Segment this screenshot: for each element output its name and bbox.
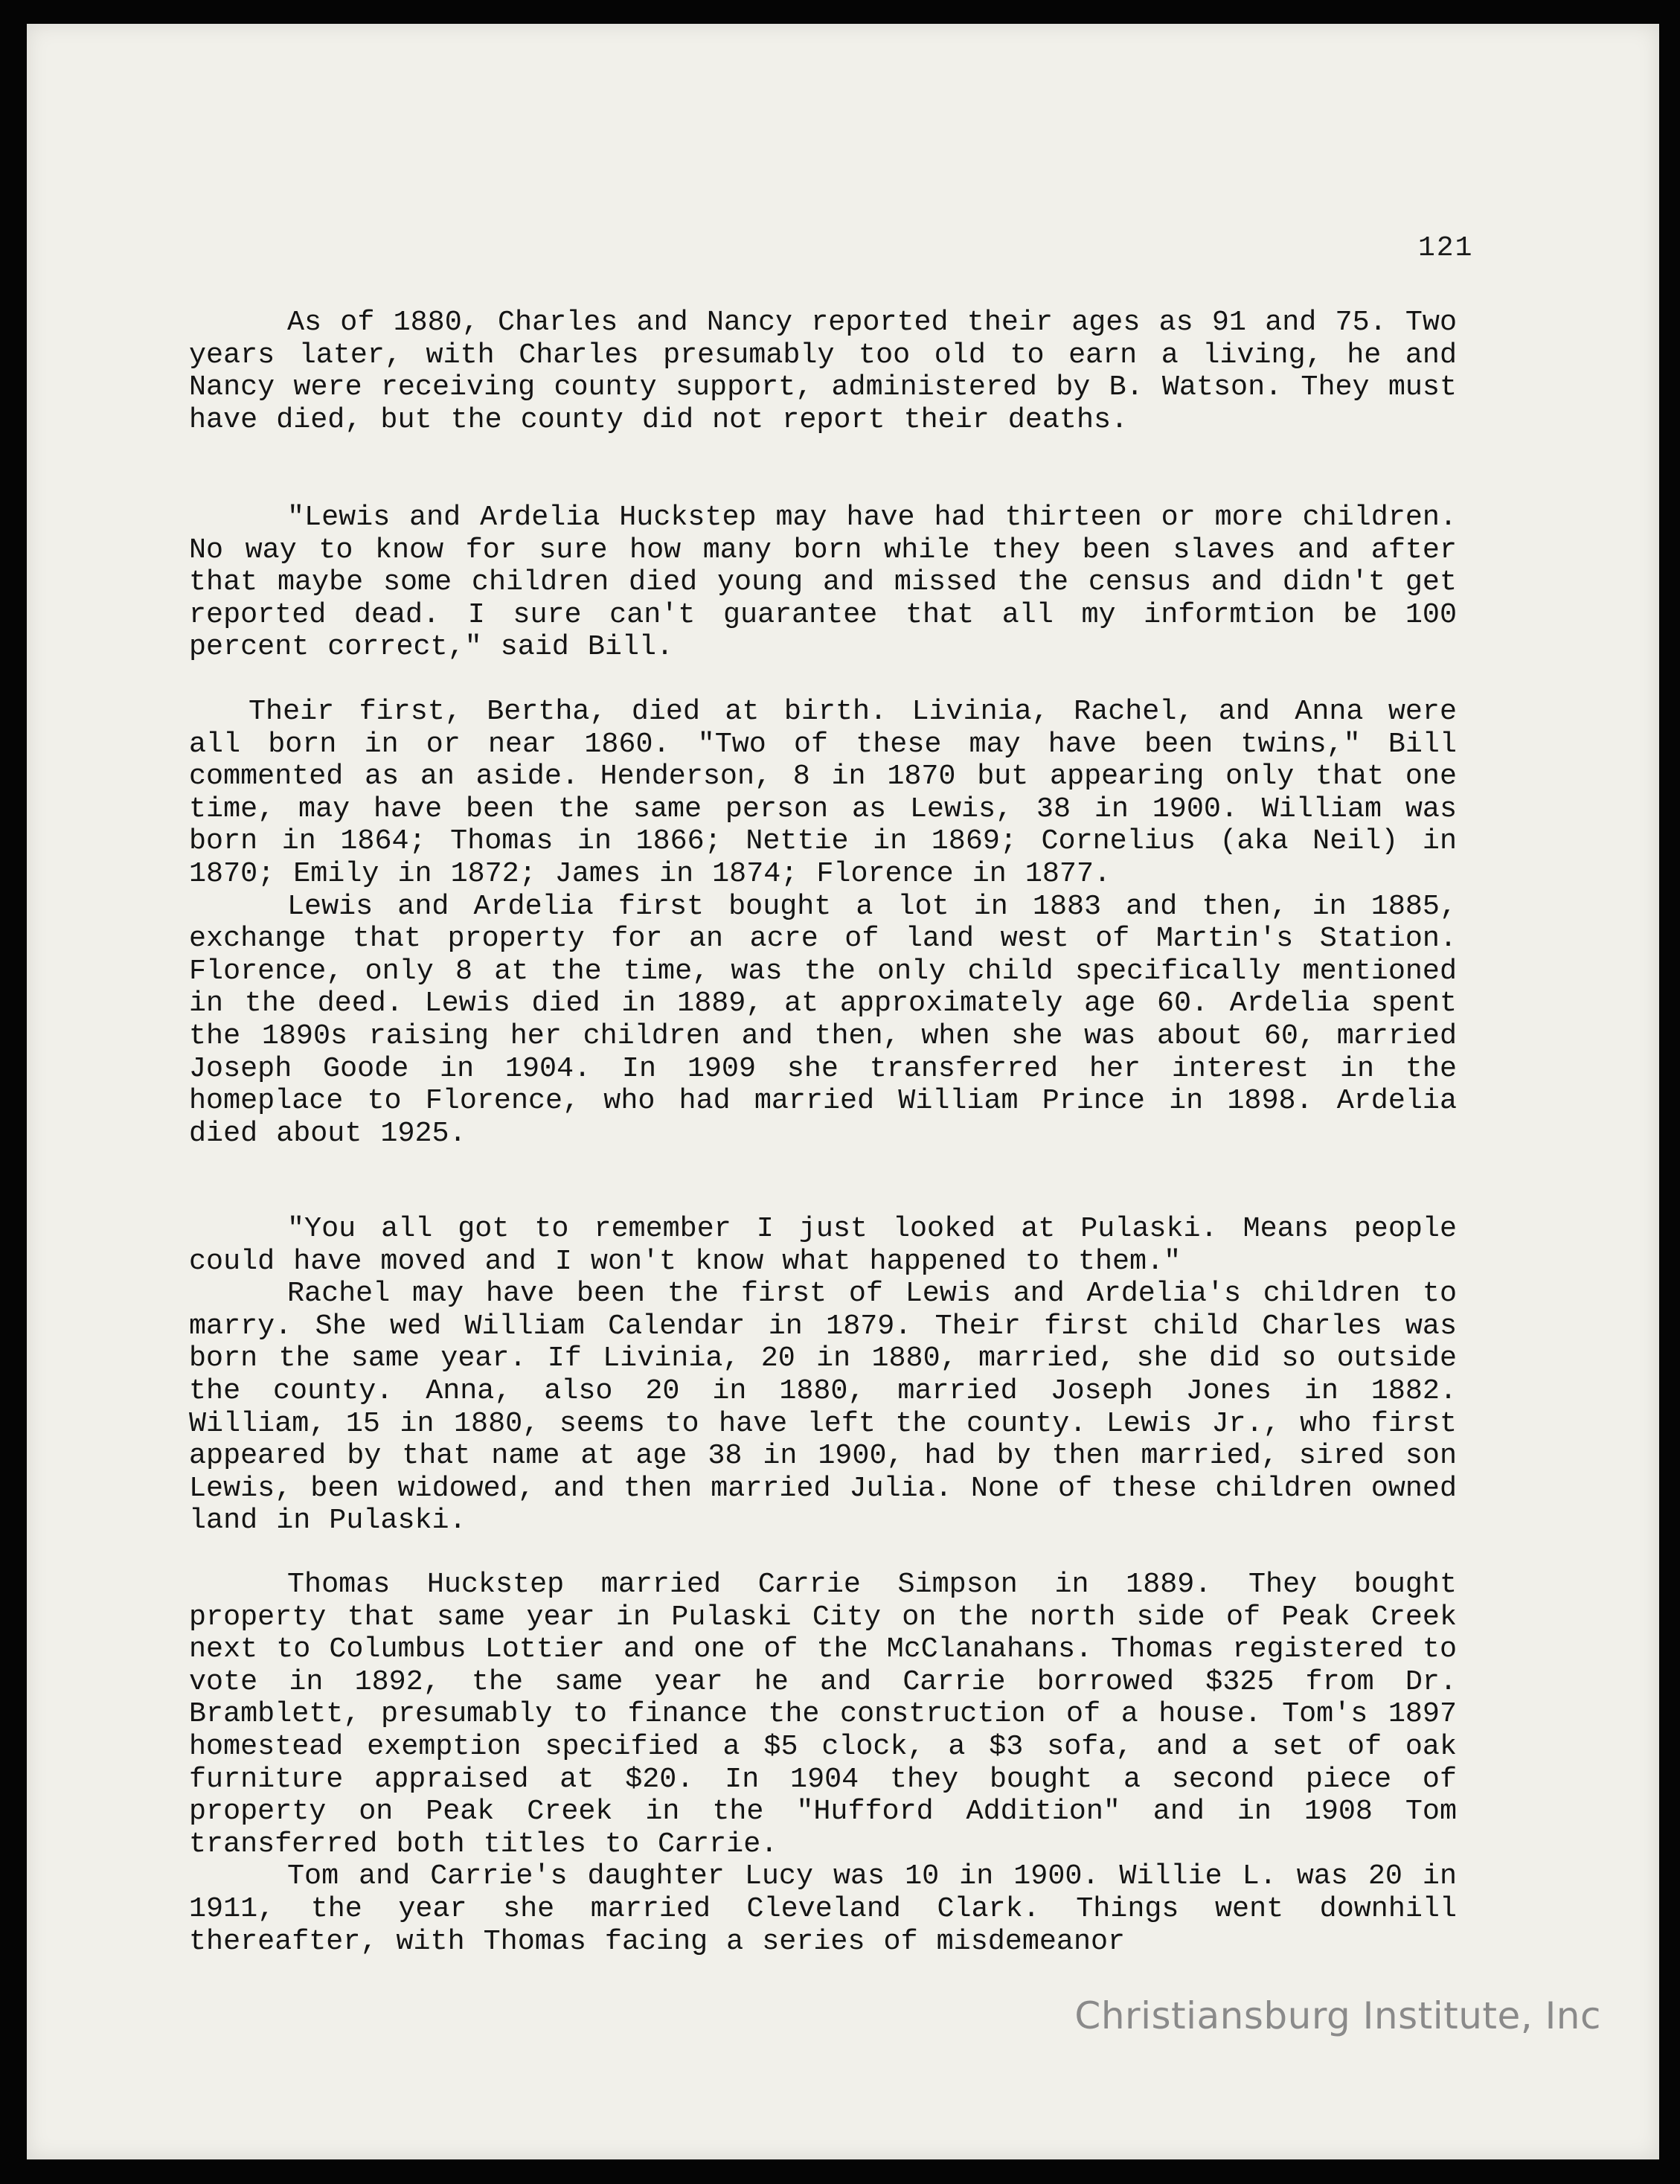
- page-number: 121: [1418, 232, 1474, 264]
- paragraph: As of 1880, Charles and Nancy reported their ages as 91 and 75. Two years later, with Charles presumably too old to earn a living, he and Nancy were receiving county support, administered by B. Watson. They must have died, but the county did not report their deaths.: [189, 306, 1457, 436]
- paragraph: "Lewis and Ardelia Huckstep may have had thirteen or more children. No way to know for sure how many born while they been slaves and after that maybe some children died young and missed the census and didn't get reported dead. I sure can't guarantee that all my informtion be 100 percent correct," said Bill.: [189, 501, 1457, 664]
- paragraph: Lewis and Ardelia first bought a lot in 1883 and then, in 1885, exchange that property for an acre of land west of Martin's Station. Florence, only 8 at the time, was the only child specifically mentioned in the deed. Lewis died in 1889, at approximately age 60. Ardelia spent the 1890s raising her children and then, when she was about 60, married Joseph Goode in 1904. In 1909 she transferred her interest in the homeplace to Florence, who had married William Prince in 1898. Ardelia died about 1925.: [189, 889, 1457, 1150]
- paragraph: Tom and Carrie's daughter Lucy was 10 in 1900. Willie L. was 20 in 1911, the year she married Cleveland Clark. Things went downhill thereafter, with Thomas facing a series of misdemeanor: [189, 1860, 1457, 1958]
- paragraph: Rachel may have been the first of Lewis and Ardelia's children to marry. She wed William Calendar in 1879. Their first child Charles was born the same year. If Livinia, 20 in 1880, married, she did so outside the county. Anna, also 20 in 1880, married Joseph Jones in 1882. William, 15 in 1880, seems to have left the county. Lewis Jr., who first appeared by that name at age 38 in 1900, had by then married, sired son Lewis, been widowed, and then married Julia. None of these children owned land in Pulaski.: [189, 1277, 1457, 1537]
- paragraph: Their first, Bertha, died at birth. Livinia, Rachel, and Anna were all born in or near 1860. "Two of these may have been twins," Bill commented as an aside. Henderson, 8 in 1870 but appearing only that one time, may have been the same person as Lewis, 38 in 1900. William was born in 1864; Thomas in 1866; Nettie in 1869; Cornelius (aka Neil) in 1870; Emily in 1872; James in 1874; Florence in 1877.: [189, 695, 1457, 890]
- watermark: Christiansburg Institute, Inc: [1074, 1994, 1601, 2037]
- paragraph: Thomas Huckstep married Carrie Simpson in 1889. They bought property that same year in Pulaski City on the north side of Peak Creek next to Columbus Lottier and one of the McClanahans. Thomas registered to vote in 1892, the same year he and Carrie borrowed $325 from Dr. Bramblett, presumably to finance the construction of a house. Tom's 1897 homestead exemption specified a $5 clock, a $3 sofa, and a set of oak furniture appraised at $20. In 1904 they bought a second piece of property on Peak Creek in the "Hufford Addition" and in 1908 Tom transferred both titles to Carrie.: [189, 1568, 1457, 1860]
- paragraph-block-4: [189, 1213, 1457, 1537]
- paragraph-block-1: [189, 307, 1457, 436]
- paragraph-block-5: [189, 1569, 1457, 1958]
- paragraph: "You all got to remember I just looked at Pulaski. Means people could have moved and I won't know what happened to them.": [189, 1212, 1457, 1278]
- paragraph-block-2: [189, 502, 1457, 664]
- paragraph-block-3: [189, 696, 1457, 1150]
